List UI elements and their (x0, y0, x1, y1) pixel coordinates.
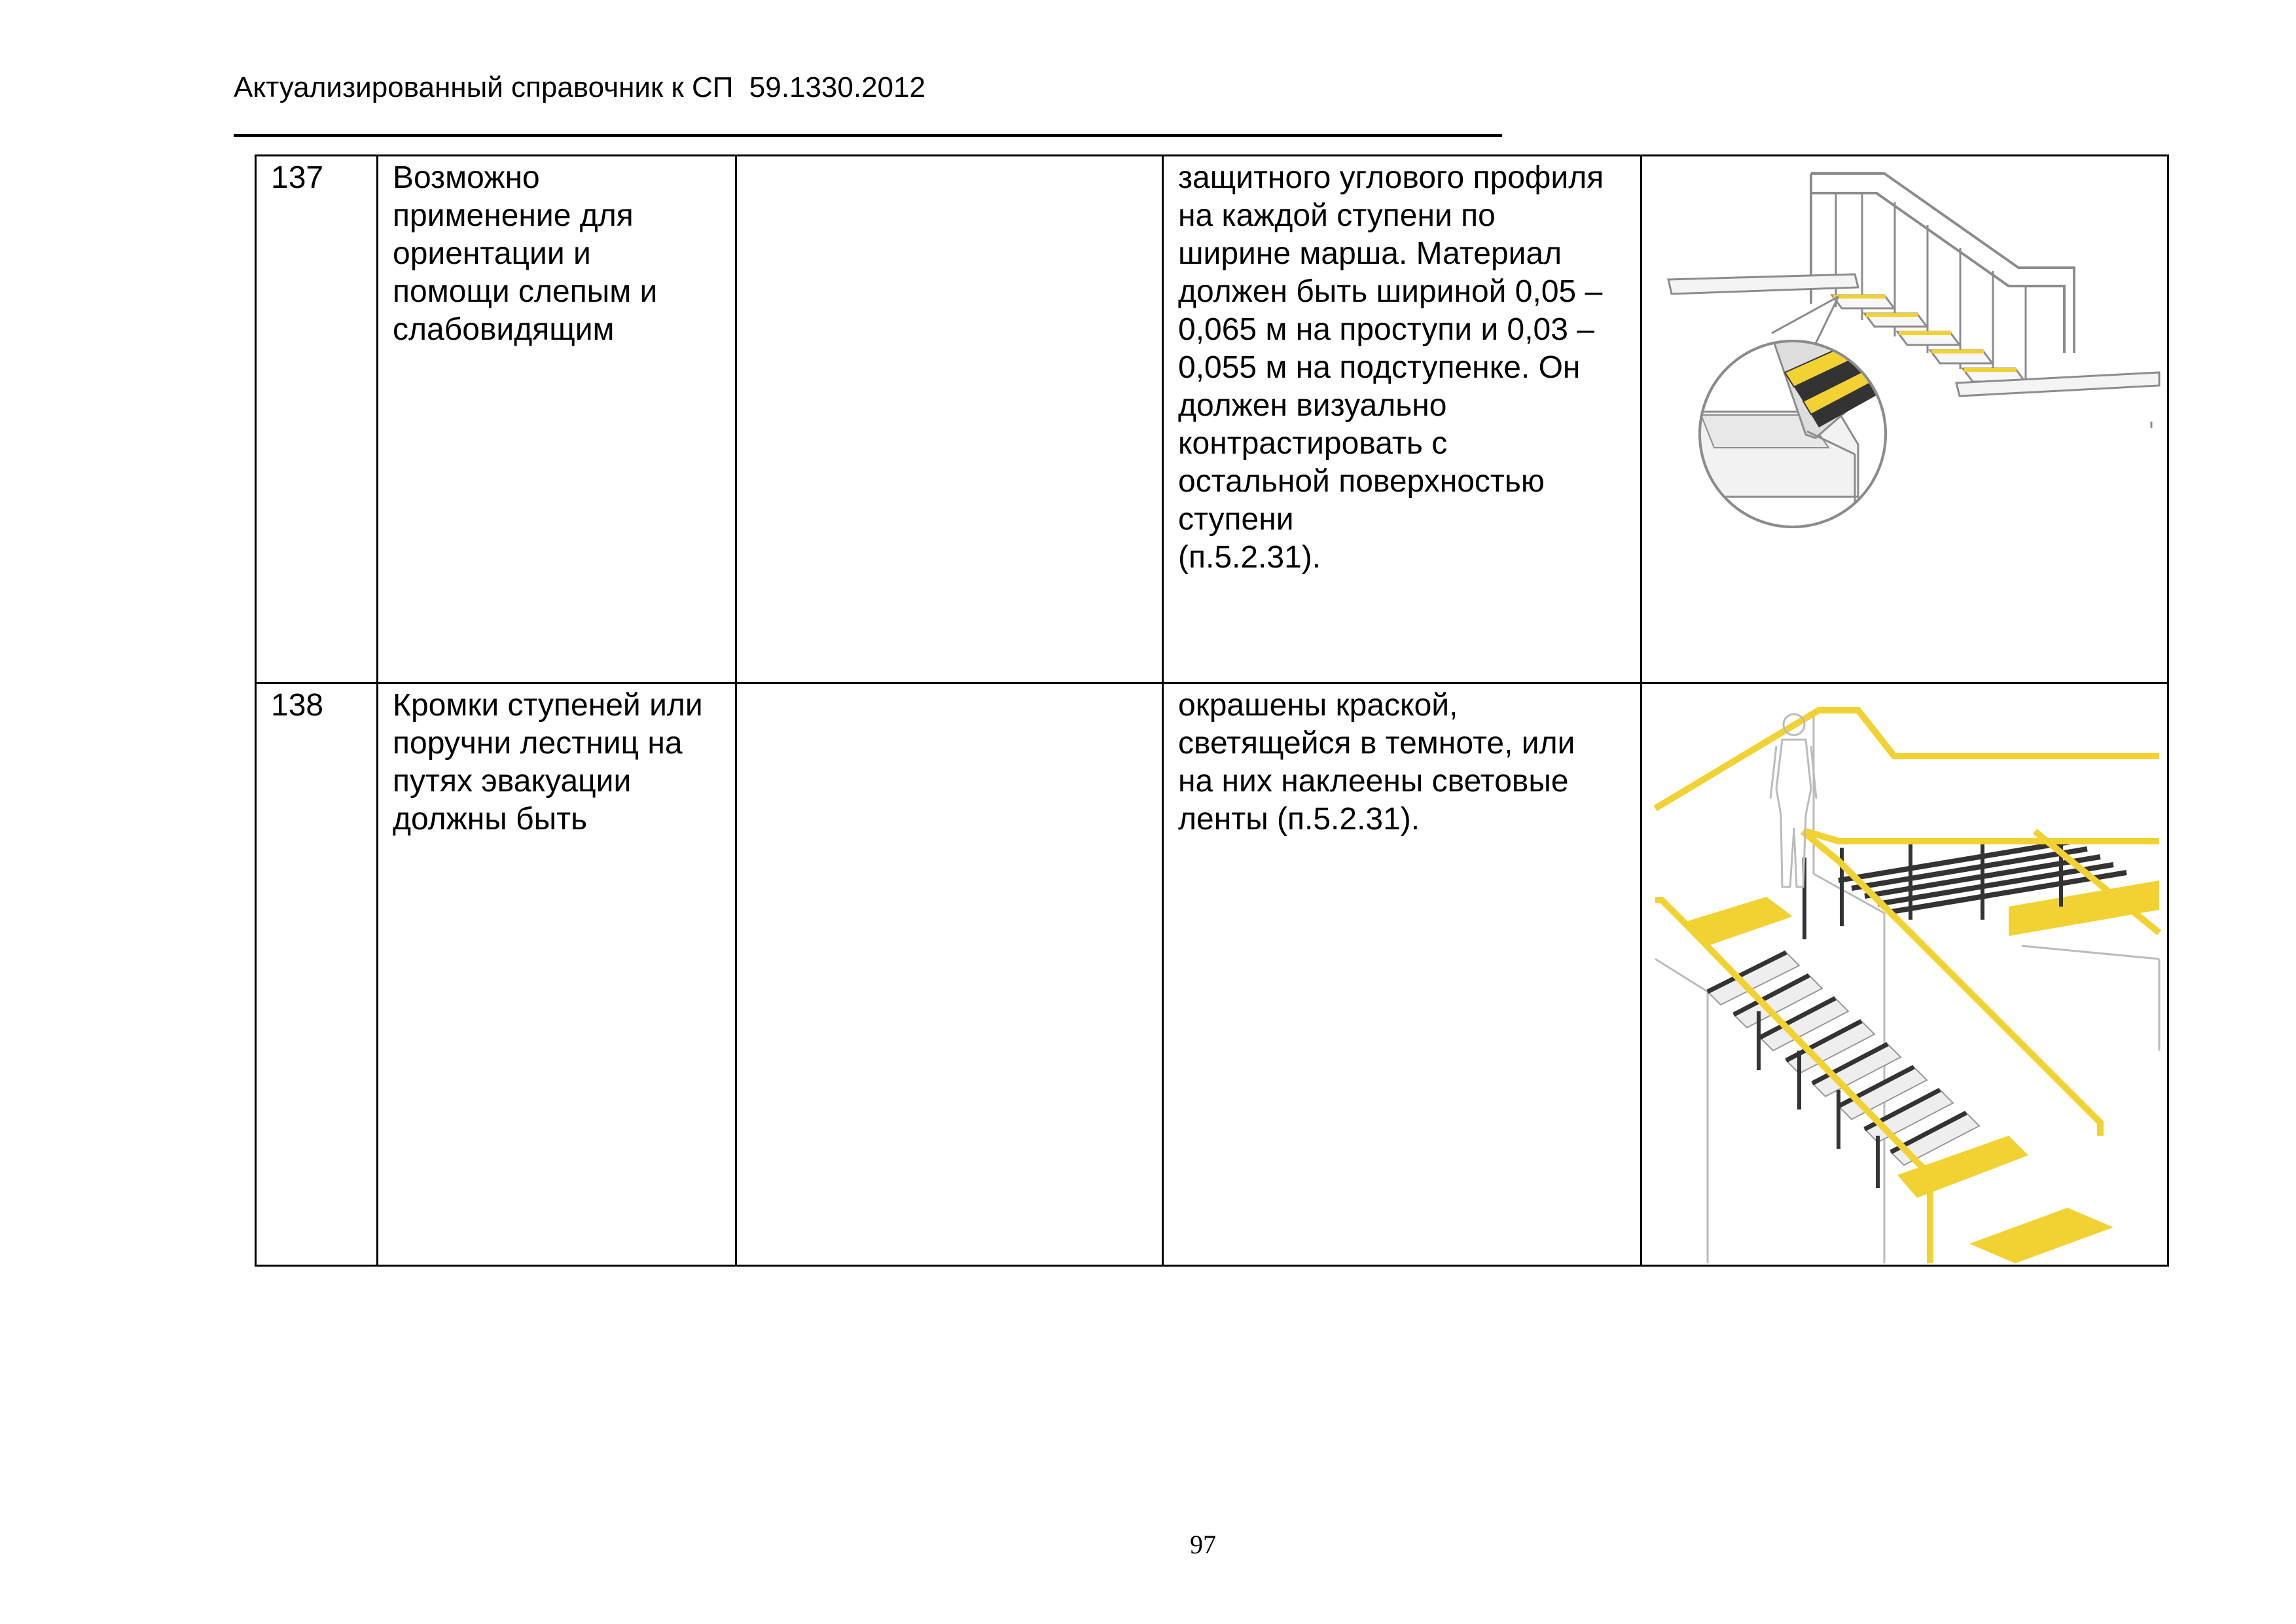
row-number-cell (256, 683, 378, 1266)
description-text: окрашены краской, светящейся в темноте, или на них наклеены световые ленты (п.5.2.31). (1178, 688, 1575, 837)
requirement-text: Кромки ступеней или поручни лестниц на путях эвакуации должны быть (393, 688, 703, 837)
figure-cell (1641, 683, 2168, 1266)
description-cell (1163, 683, 1641, 1266)
stair-edge-profile-illustration (1642, 156, 2169, 680)
requirements-table (255, 154, 2169, 1267)
column3-text (737, 684, 1162, 687)
table-row (256, 683, 2168, 1266)
description-text: защитного углового профиля на каждой ступени по ширине марша. Материал должен быть шириной 0,05 – 0,065 м на проступи и 0,03 – 0,055 м на подступенке. Он должен визуально контрастировать с остальной поверхностью ступени (1178, 160, 1604, 537)
column3-text (737, 156, 1162, 159)
header-divider (234, 134, 1502, 137)
table-row (256, 156, 2168, 683)
requirement-cell (378, 683, 736, 1266)
requirement-text: Возможно применение для ориентации и помощи слепым и слабовидящим (393, 160, 658, 347)
requirement-cell (378, 156, 736, 683)
row-number-cell (256, 156, 378, 683)
document-header-title: Актуализированный справочник к СП 59.1330.2012 (234, 71, 925, 103)
figure-cell (1641, 156, 2168, 683)
row-number: 137 (271, 160, 324, 195)
description-cell (1163, 156, 1641, 683)
reference-text: (п.5.2.31). (1178, 540, 1321, 575)
empty-cell (736, 683, 1163, 1266)
row-number: 138 (271, 688, 324, 723)
evacuation-stair-illustration (1642, 684, 2169, 1263)
empty-cell (736, 156, 1163, 683)
page-number: 97 (1190, 1530, 1216, 1559)
